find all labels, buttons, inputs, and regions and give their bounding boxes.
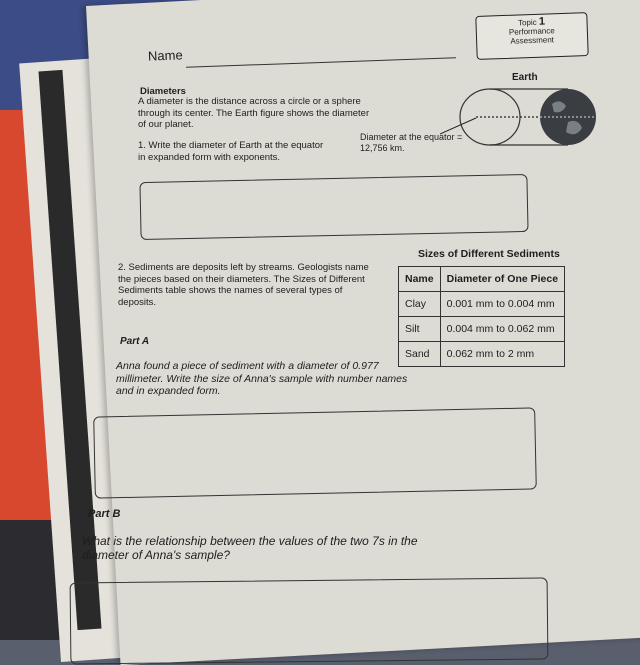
table-row bbox=[399, 342, 565, 367]
table-row bbox=[399, 292, 565, 317]
badge-line-1: Performance bbox=[508, 26, 555, 37]
table-header-diameter: Diameter of One Piece bbox=[440, 267, 564, 292]
table-cell: Sand bbox=[399, 342, 441, 367]
table-cell: 0.001 mm to 0.004 mm bbox=[440, 292, 564, 317]
sediment-table bbox=[398, 266, 565, 367]
part-b-question: What is the relationship between the values of the two 7s in the diameter of Anna's sample? bbox=[82, 534, 418, 562]
table-cell: 0.062 mm to 2 mm bbox=[440, 342, 564, 367]
table-title: Sizes of Different Sediments bbox=[418, 248, 560, 260]
name-line[interactable] bbox=[186, 57, 456, 67]
table-header-row bbox=[399, 267, 565, 292]
table-cell: Clay bbox=[399, 292, 441, 317]
table-cell: 0.004 mm to 0.062 mm bbox=[440, 317, 564, 342]
topic-number: 1 bbox=[538, 15, 546, 28]
part-a-question: Anna found a piece of sediment with a diameter of 0.977 millimeter. Write the size of Anna's sample with number names and in expanded form. bbox=[116, 360, 408, 397]
name-label: Name bbox=[147, 47, 183, 64]
section-title: Diameters bbox=[140, 86, 186, 97]
topic-label: Topic bbox=[517, 17, 537, 28]
table-row bbox=[399, 317, 565, 342]
diameter-callout: Diameter at the equator = 12,756 km. bbox=[360, 132, 463, 153]
question-2: 2. Sediments are deposits left by streams. Geologists name the pieces based on their diameters. The Sizes of Different Sediments table shows the names of several types of deposits. bbox=[118, 262, 369, 308]
table-header-name: Name bbox=[399, 267, 441, 292]
answer-box-1[interactable] bbox=[139, 174, 528, 240]
question-1: 1. Write the diameter of Earth at the equator in expanded form with exponents. bbox=[138, 140, 324, 163]
part-b-label: Part B bbox=[88, 508, 121, 520]
topic-badge bbox=[475, 12, 588, 60]
section-body: A diameter is the distance across a circle or a sphere through its center. The Earth figure shows the diameter of our planet. bbox=[138, 96, 370, 130]
badge-line-2: Assessment bbox=[510, 35, 555, 46]
answer-box-part-b[interactable] bbox=[70, 577, 549, 664]
answer-box-part-a[interactable] bbox=[93, 407, 537, 498]
earth-label: Earth bbox=[512, 72, 538, 83]
table-cell: Silt bbox=[399, 317, 441, 342]
part-a-label: Part A bbox=[120, 336, 150, 347]
